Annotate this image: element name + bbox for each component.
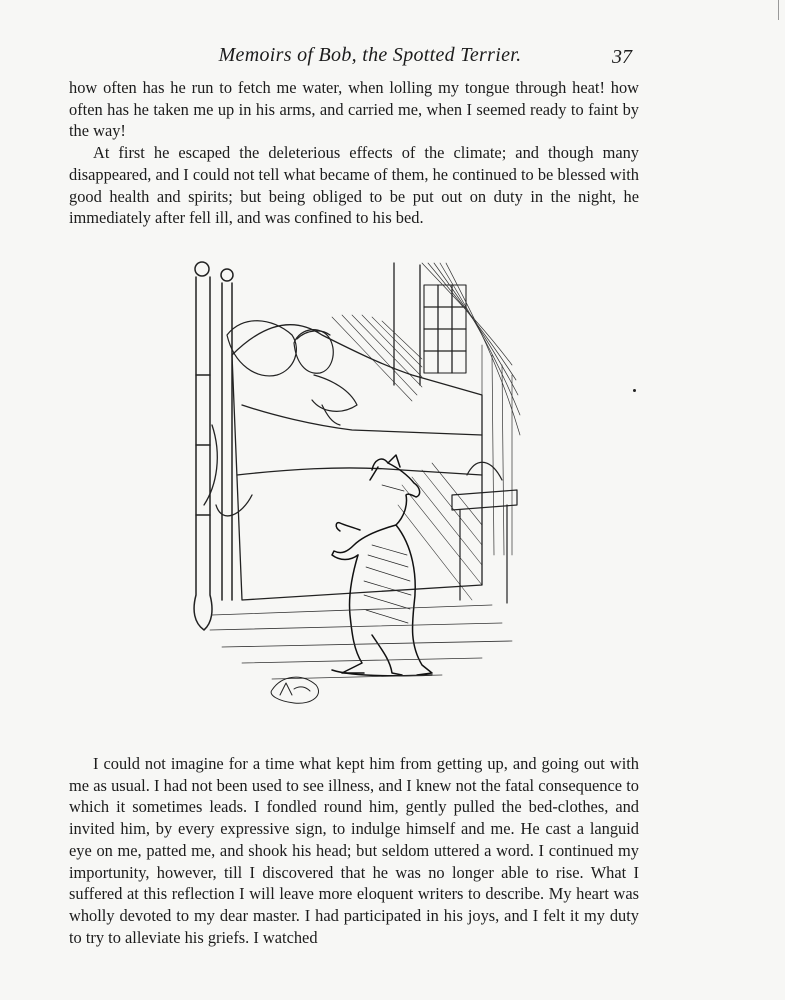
side-table (452, 462, 517, 603)
paragraph: At first he escaped the deleterious effects of the climate; and though many disappeared, and I could not tell what became of them, he continued to be blessed with good health and spirits; but being obliged to be put out on duty in the night, he immediately after fell ill, and was confined to his bed. (69, 143, 639, 228)
floor (210, 605, 512, 679)
paragraph: I could not imagine for a time what kept him from getting up, and going out with me as usual. I had not been used to see illness, and I knew not the fatal consequence to which it sometimes leads. I fondled round him, gently pulled the bed-clothes, and invited him, by every expressive sign, to indulge himself and me. He cast a languid eye on me, patted me, and shook his head; but seldom uttered a word. I continued my importunity, however, till I discovered that he was no longer able to rise. What I suffered at this reflection I will leave more eloquent writers to describe. My heart was wholly devoted to my dear master. I had participated in his joys, and I felt it my duty to try to alleviate his griefs. I watched (69, 754, 639, 947)
running-head: Memoirs of Bob, the Spotted Terrier. (218, 44, 522, 66)
ink-speck (633, 389, 636, 392)
dog-shading (364, 485, 411, 623)
sleeping-master (227, 321, 357, 425)
bottom-text-block (69, 753, 639, 948)
artist-signature (271, 677, 318, 703)
page-edge-mark (778, 0, 785, 20)
bedpost (194, 262, 233, 630)
page-number: 37 (612, 46, 632, 68)
illustration-terrier-begging-at-bedside (182, 255, 527, 715)
top-text-block (69, 77, 639, 229)
paragraph-continued: how often has he run to fetch me water, when lolling my tongue through heat! how often has he taken me up in his arms, and carried me, when I seemed ready to faint by the way! (69, 78, 639, 141)
